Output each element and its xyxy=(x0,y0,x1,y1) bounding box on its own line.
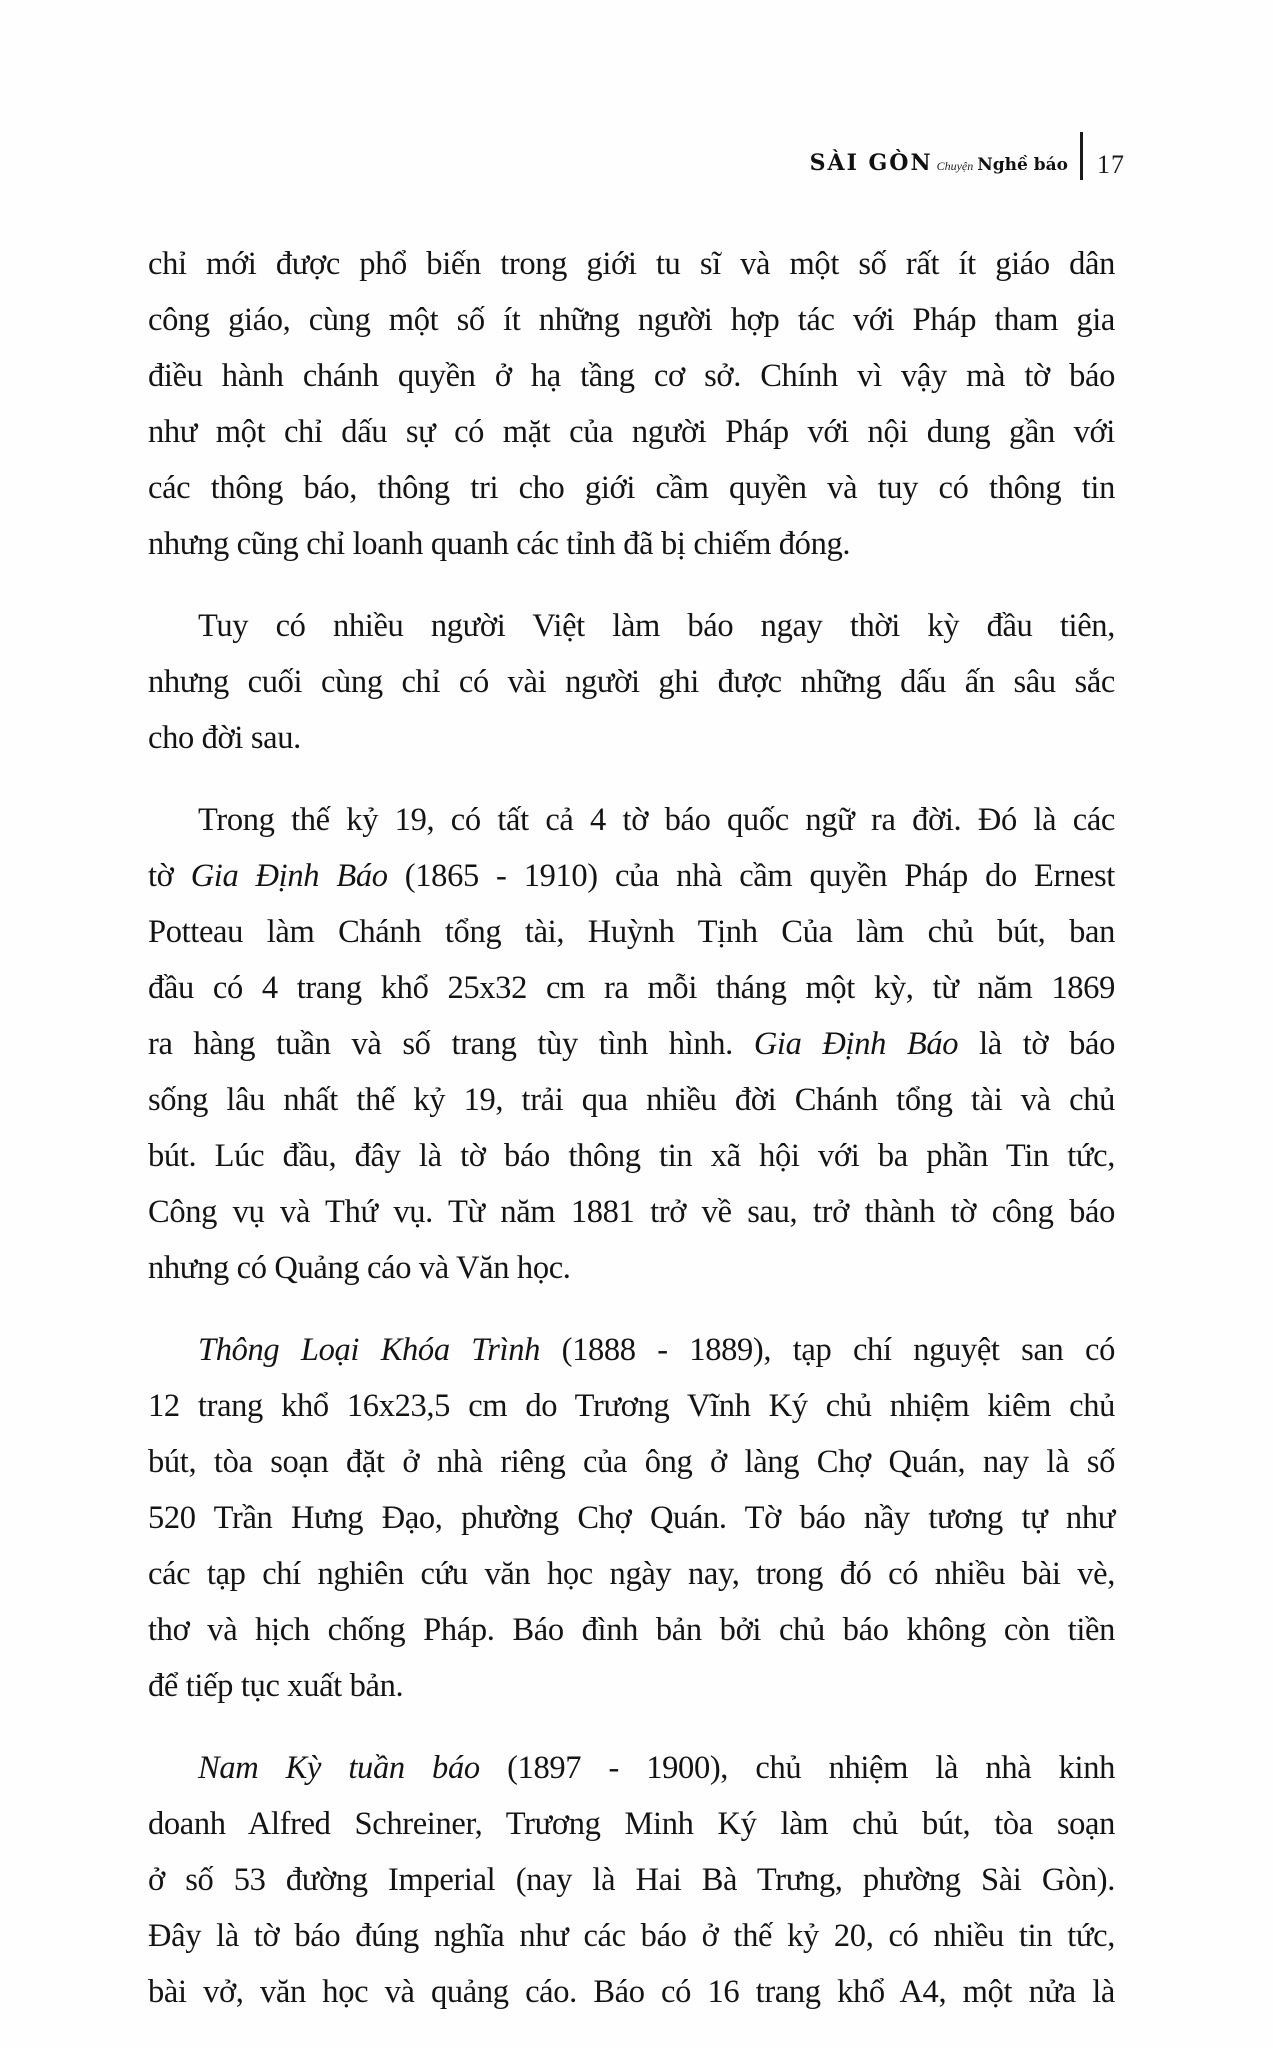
text-line xyxy=(148,1852,1115,1908)
paragraph-spacing xyxy=(148,572,1115,598)
text-segment: 12 trang khổ 16x23,5 cm do Trương Vĩnh Ký chủ nhiệm kiêm chủ xyxy=(148,1388,1115,1424)
text-line xyxy=(148,1184,1115,1240)
text-segment: các thông báo, thông tri cho giới cầm quyền và tuy có thông tin xyxy=(148,470,1115,506)
text-segment: điều hành chánh quyền ở hạ tầng cơ sở. Chính vì vậy mà tờ báo xyxy=(148,358,1115,394)
paragraph xyxy=(148,1740,1115,2020)
text-line xyxy=(148,792,1115,848)
text-segment: cho đời sau. xyxy=(148,720,301,756)
text-segment: Đây là tờ báo đúng nghĩa như các báo ở thế kỷ 20, có nhiều tin tức, xyxy=(148,1918,1115,1954)
text-line xyxy=(148,1546,1115,1602)
text-segment: Trong thế kỷ 19, có tất cả 4 tờ báo quốc ngữ ra đời. Đó là các xyxy=(198,802,1115,838)
text-line xyxy=(148,1128,1115,1184)
text-segment: 520 Trần Hưng Đạo, phường Chợ Quán. Tờ báo nầy tương tự như xyxy=(148,1500,1115,1536)
paragraph xyxy=(148,236,1115,572)
text-segment: thơ và hịch chống Pháp. Báo đình bản bởi chủ báo không còn tiền xyxy=(148,1612,1115,1648)
text-segment: (1897 - 1900), chủ nhiệm là nhà kinh xyxy=(479,1750,1116,1786)
text-line xyxy=(148,710,1115,766)
text-line xyxy=(148,654,1115,710)
text-segment: Tuy có nhiều người Việt làm báo ngay thời kỳ đầu tiên, xyxy=(198,608,1115,644)
paragraph-spacing xyxy=(148,1714,1115,1740)
book-title xyxy=(810,150,1068,180)
text-line xyxy=(148,1378,1115,1434)
text-segment: đầu có 4 trang khổ 25x32 cm ra mỗi tháng một kỳ, từ năm 1869 xyxy=(148,970,1115,1006)
text-segment: (1865 - 1910) của nhà cầm quyền Pháp do Ernest xyxy=(387,858,1115,894)
text-segment: là tờ báo xyxy=(958,1026,1115,1062)
paragraph-spacing xyxy=(148,1296,1115,1322)
text-line xyxy=(148,904,1115,960)
text-line xyxy=(148,348,1115,404)
text-line xyxy=(148,460,1115,516)
text-segment: doanh Alfred Schreiner, Trương Minh Ký làm chủ bút, tòa soạn xyxy=(148,1806,1115,1842)
text-segment: chỉ mới được phổ biến trong giới tu sĩ và một số rất ít giáo dân xyxy=(148,246,1115,282)
text-line xyxy=(148,236,1115,292)
text-segment: tờ xyxy=(148,858,191,894)
book-title-sub: Nghề báo xyxy=(977,155,1068,175)
text-segment: các tạp chí nghiên cứu văn học ngày nay, trong đó có nhiều bài vè, xyxy=(148,1556,1115,1592)
header-divider xyxy=(1080,132,1083,180)
text-line xyxy=(148,1240,1115,1296)
text-line xyxy=(148,1964,1115,2020)
text-line xyxy=(148,1796,1115,1852)
text-segment: ra hàng tuần và số trang tùy tình hình. xyxy=(148,1026,754,1062)
text-line xyxy=(148,292,1115,348)
text-segment: nhưng cuối cùng chỉ có vài người ghi được những dấu ấn sâu sắc xyxy=(148,664,1115,700)
text-segment: bài vở, văn học và quảng cáo. Báo có 16 trang khổ A4, một nửa là xyxy=(148,1974,1115,2010)
text-line xyxy=(148,516,1115,572)
paragraph xyxy=(148,792,1115,1296)
paragraph xyxy=(148,1322,1115,1714)
paragraph xyxy=(148,598,1115,766)
text-line xyxy=(148,1322,1115,1378)
text-segment: công giáo, cùng một số ít những người hợp tác với Pháp tham gia xyxy=(148,302,1115,338)
text-line xyxy=(148,1490,1115,1546)
text-line xyxy=(148,1434,1115,1490)
page-number: 17 xyxy=(1097,150,1125,179)
text-segment: bút, tòa soạn đặt ở nhà riêng của ông ở làng Chợ Quán, nay là số xyxy=(148,1444,1115,1480)
text-line xyxy=(148,1740,1115,1796)
text-segment: Công vụ và Thứ vụ. Từ năm 1881 trở về sau, trở thành tờ công báo xyxy=(148,1194,1115,1230)
text-segment: sống lâu nhất thế kỷ 19, trải qua nhiều đời Chánh tổng tài và chủ xyxy=(148,1082,1115,1118)
text-segment: ở số 53 đường Imperial (nay là Hai Bà Trưng, phường Sài Gòn). xyxy=(148,1862,1115,1898)
book-title-main: SÀI GÒN xyxy=(809,150,933,176)
body-text xyxy=(148,236,1115,2020)
paragraph-spacing xyxy=(148,766,1115,792)
publication-title: Gia Định Báo xyxy=(190,858,388,894)
text-line xyxy=(148,1602,1115,1658)
text-segment: bút. Lúc đầu, đây là tờ báo thông tin xã hội với ba phần Tin tức, xyxy=(148,1138,1115,1174)
text-line xyxy=(148,1072,1115,1128)
book-title-small: Chuyện xyxy=(936,159,974,173)
text-line xyxy=(148,848,1115,904)
publication-title: Nam Kỳ tuần báo xyxy=(198,1750,480,1786)
text-line xyxy=(148,1658,1115,1714)
text-line xyxy=(148,404,1115,460)
text-segment: như một chỉ dấu sự có mặt của người Pháp với nội dung gần với xyxy=(148,414,1115,450)
text-segment: Potteau làm Chánh tổng tài, Huỳnh Tịnh Của làm chủ bút, ban xyxy=(148,914,1115,950)
text-segment: để tiếp tục xuất bản. xyxy=(148,1668,404,1704)
text-line xyxy=(148,1908,1115,1964)
publication-title: Thông Loại Khóa Trình xyxy=(198,1332,541,1368)
text-segment: nhưng cũng chỉ loanh quanh các tỉnh đã bị chiếm đóng. xyxy=(148,526,851,562)
text-segment: (1888 - 1889), tạp chí nguyệt san có xyxy=(540,1332,1115,1368)
text-line xyxy=(148,598,1115,654)
publication-title: Gia Định Báo xyxy=(753,1026,959,1062)
running-header xyxy=(810,128,1125,180)
text-line xyxy=(148,1016,1115,1072)
text-line xyxy=(148,960,1115,1016)
text-segment: nhưng có Quảng cáo và Văn học. xyxy=(148,1250,571,1286)
